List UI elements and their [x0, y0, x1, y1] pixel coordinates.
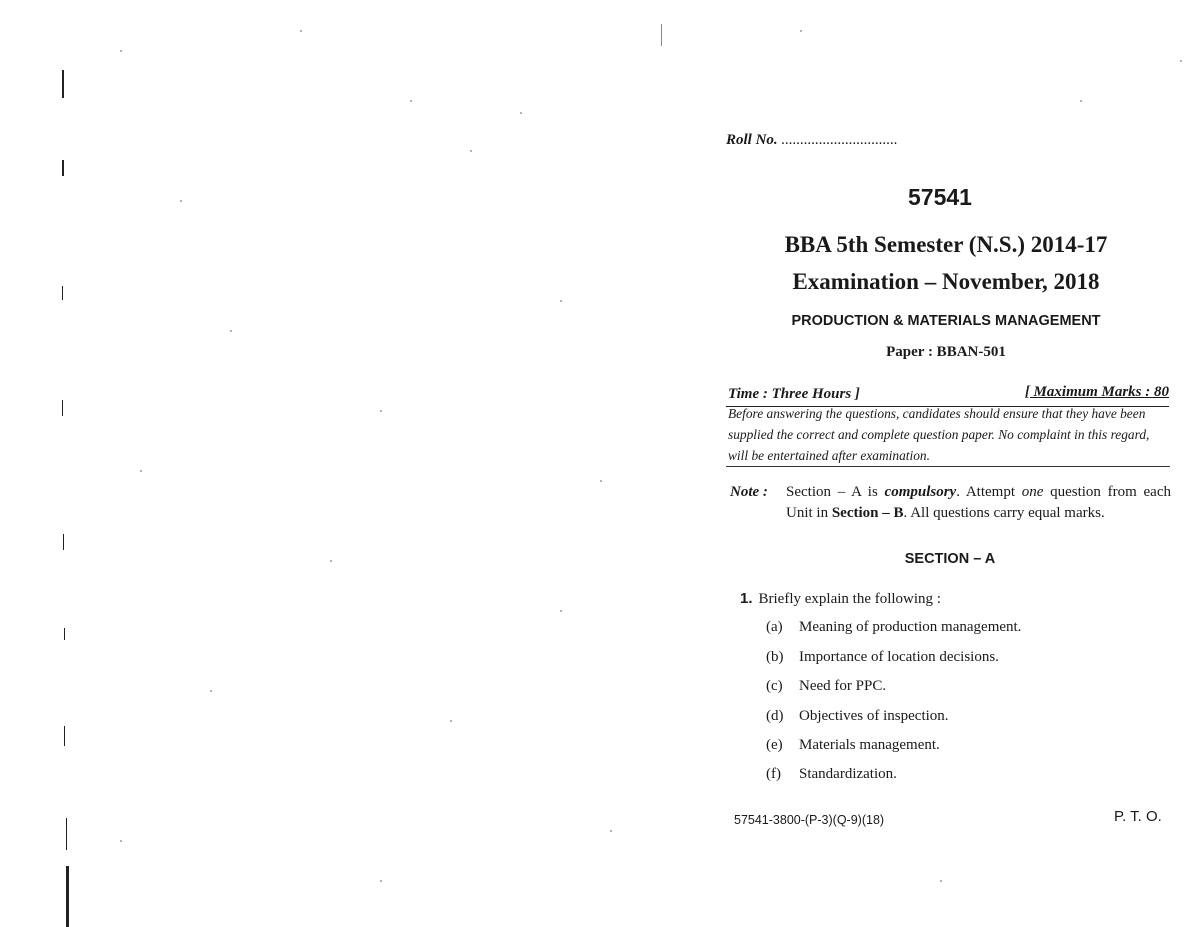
question-1 [740, 590, 941, 608]
note-text-part: Section – A is [786, 484, 885, 500]
scan-speck [140, 470, 142, 472]
scan-artifact [661, 24, 662, 46]
question-part [766, 619, 1021, 636]
roll-label: Roll No. [726, 132, 778, 148]
candidate-instructions: Before answering the questions, candidates should ensure that they have been supplied the correct and complete question paper. No complaint in this regard, will be entertained after examination. [728, 406, 1150, 463]
part-label: (f) [766, 766, 781, 782]
scan-speck [610, 830, 612, 832]
part-text: Materials management. [799, 737, 940, 753]
scan-artifact [63, 534, 64, 550]
note-section-b: Section – B [831, 504, 904, 521]
exam-title: Examination – November, 2018 [792, 269, 1100, 294]
scan-speck [1080, 100, 1082, 102]
part-label: (a) [766, 619, 783, 635]
part-text: Meaning of production management. [799, 619, 1022, 635]
scan-speck [230, 330, 232, 332]
part-text: Objectives of inspection. [799, 708, 949, 724]
question-part [766, 708, 949, 725]
question-part [766, 649, 999, 666]
scan-artifact [64, 628, 65, 640]
scan-speck [800, 30, 802, 32]
course-title: BBA 5th Semester (N.S.) 2014-17 [784, 232, 1108, 257]
scan-artifact [62, 286, 63, 300]
part-label: (b) [766, 649, 784, 665]
note-text [786, 482, 1171, 523]
question-part [766, 678, 886, 695]
scan-speck [380, 410, 382, 412]
section-a-heading: SECTION – A [904, 551, 996, 567]
scan-speck [520, 112, 522, 114]
maximum-marks: [ Maximum Marks : 80 [1024, 384, 1169, 400]
scan-speck [1180, 60, 1182, 62]
part-label: (e) [766, 737, 783, 753]
question-part [766, 766, 897, 783]
scan-speck [330, 560, 332, 562]
question-number: 1. [740, 590, 753, 607]
scan-speck [470, 150, 472, 152]
subject-title: PRODUCTION & MATERIALS MANAGEMENT [791, 313, 1101, 329]
part-text: Need for PPC. [799, 678, 887, 694]
scan-artifact [66, 866, 69, 927]
roll-dots: ............................... [781, 132, 898, 148]
roll-number-line [726, 132, 898, 149]
note-text-part: question from each Unit in [786, 484, 1171, 521]
paper-number: Paper : BBAN-501 [886, 344, 1006, 360]
note-label: Note : [730, 484, 768, 500]
note-one: one [1021, 484, 1044, 500]
exam-paper-page [726, 120, 1172, 840]
time-allowed: Time : Three Hours ] [728, 386, 860, 402]
scan-artifact [64, 726, 65, 746]
question-text: Briefly explain the following : [758, 591, 941, 607]
note-text-part: . All questions carry equal marks. [903, 504, 1105, 521]
scan-speck [560, 610, 562, 612]
part-label: (d) [766, 708, 784, 724]
footer-code: 57541-3800-(P-3)(Q-9)(18) [734, 813, 885, 827]
scan-speck [120, 50, 122, 52]
note-compulsory: compulsory [884, 484, 957, 500]
scan-artifact [62, 400, 63, 416]
question-part [766, 737, 940, 754]
scan-artifact [62, 70, 64, 98]
scan-speck [210, 690, 212, 692]
scan-artifact [66, 818, 67, 850]
scan-speck [300, 30, 302, 32]
part-text: Importance of location decisions. [799, 649, 999, 665]
instructions-divider [726, 466, 1170, 467]
part-label: (c) [766, 678, 783, 694]
paper-code: 57541 [908, 184, 972, 210]
scan-artifact [62, 160, 64, 176]
scan-speck [600, 480, 602, 482]
scan-speck [180, 200, 182, 202]
scan-speck [380, 880, 382, 882]
scan-speck [560, 300, 562, 302]
pto-label: P. T. O. [1114, 808, 1162, 825]
scan-speck [450, 720, 452, 722]
scan-speck [120, 840, 122, 842]
scan-speck [410, 100, 412, 102]
part-text: Standardization. [799, 766, 897, 782]
scan-speck [940, 880, 942, 882]
note-text-part: . Attempt [956, 484, 1022, 500]
